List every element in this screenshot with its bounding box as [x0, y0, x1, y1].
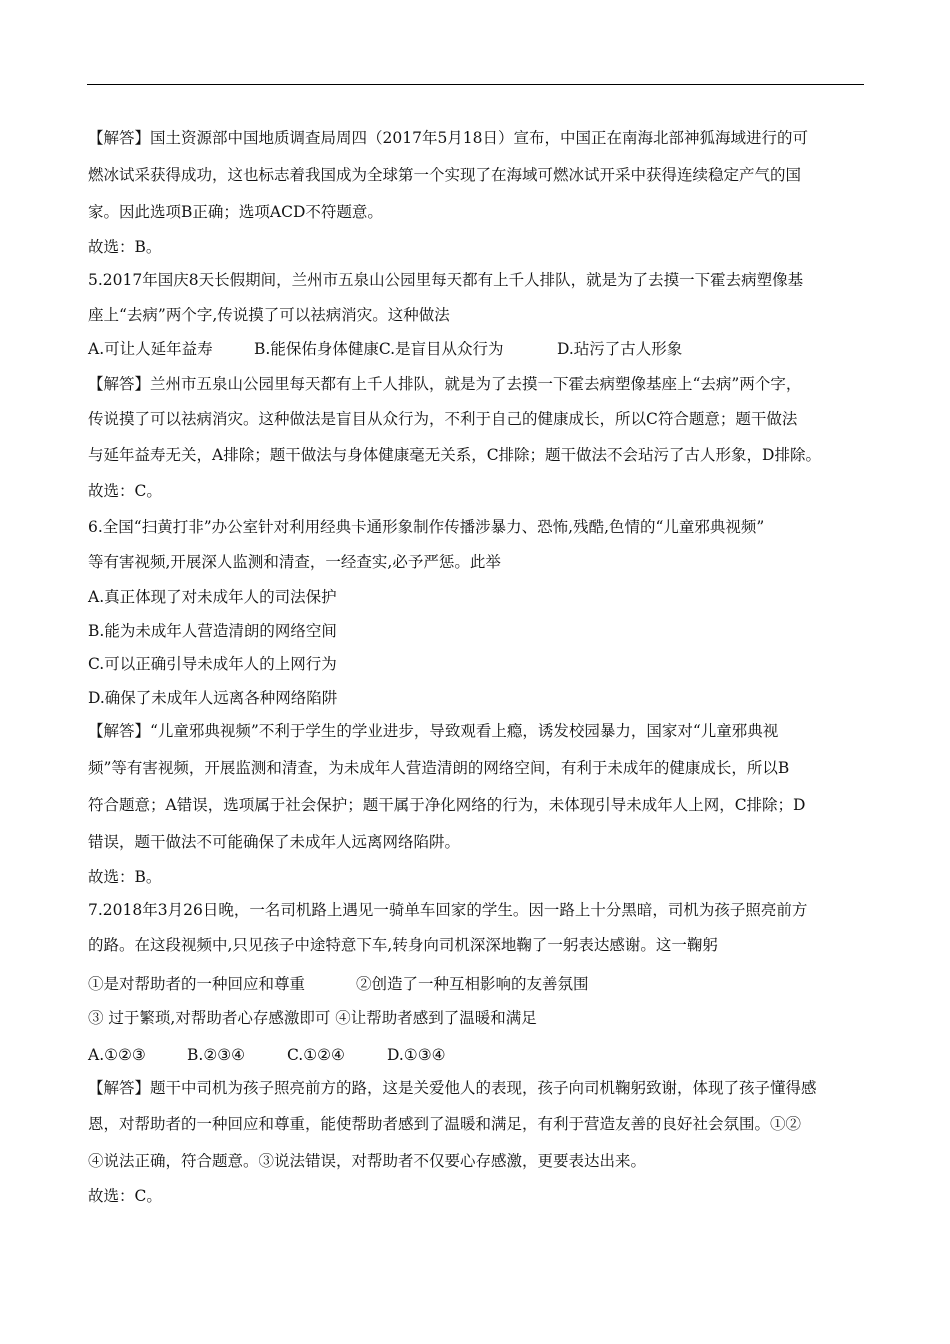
q6-option-a: A.真正体现了对未成年人的司法保护	[88, 588, 337, 606]
q5-answer-line-2: 传说摸了可以祛病消灾。这种做法是盲目从众行为，不利于自己的健康成长，所以C符合题意；题干做法	[88, 410, 798, 428]
q4-answer-line-1: 【解答】国土资源部中国地质调查局周四（2017年5月18日）宣布，中国正在南海北部神狐海域进行的可	[88, 129, 809, 147]
q5-option-a: A.可让人延年益寿	[88, 340, 213, 358]
q6-stem-line-2: 等有害视频,开展深人监测和清查，一经查实,必予严惩。此举	[88, 553, 501, 571]
q6-option-d: D.确保了未成年人远离各种网络陷阱	[88, 689, 338, 707]
q7-stem-line-2: 的路。在这段视频中,只见孩子中途特意下车,转身向司机深深地鞠了一躬表达感谢。这一鞠躬	[88, 936, 718, 954]
q7-stem-line-1: 7.2018年3月26日晚，一名司机路上遇见一骑单车回家的学生。因一路上十分黑暗，司机为孩子照亮前方	[88, 901, 808, 919]
q5-stem-line-1: 5.2017年国庆8天长假期间，兰州市五泉山公园里每天都有上千人排队，就是为了去摸一下霍去病塑像基	[88, 271, 804, 289]
q7-statement-1: ①是对帮助者的一种回应和尊重	[88, 975, 306, 993]
q5-answer-line-3: 与延年益寿无关，A排除；题干做法与身体健康毫无关系，C排除；题干做法不会玷污了古人形象，D排除。	[88, 446, 821, 464]
q7-answer-line-3: ④说法正确，符合题意。③说法错误，对帮助者不仅要心存感激，更要表达出来。	[88, 1152, 647, 1170]
q7-option-d: D.①③④	[387, 1046, 446, 1064]
q7-option-b: B.②③④	[187, 1046, 246, 1064]
q7-statement-2: ②创造了一种互相影响的友善氛围	[356, 975, 589, 993]
q5-stem-line-2: 座上“去病”两个字,传说摸了可以祛病消灾。这种做法	[88, 306, 450, 324]
q6-answer-line-1: 【解答】“儿童邪典视频”不利于学生的学业进步，导致观看上瘾，诱发校园暴力，国家对“儿童邪典视	[88, 722, 779, 740]
q7-option-c: C.①②④	[287, 1046, 345, 1064]
q7-answer-line-2: 恩，对帮助者的一种回应和尊重，能使帮助者感到了温暖和满足，有利于营造友善的良好社会氛围。①②	[88, 1115, 802, 1133]
q4-answer-line-3: 家。因此选项B正确；选项ACD不符题意。	[88, 203, 383, 221]
q6-option-b: B.能为未成年人营造清朗的网络空间	[88, 622, 337, 640]
q6-answer-line-4: 错误，题干做法不可能确保了未成年人远离网络陷阱。	[88, 833, 461, 851]
q6-answer-line-2: 频”等有害视频，开展监测和清查，为未成年人营造清朗的网络空间，有利于未成年的健康成长，所以B	[88, 759, 790, 777]
q4-choice: 故选：B。	[88, 238, 162, 256]
q7-statements-row-2: ③ 过于繁琐,对帮助者心存感激即可 ④让帮助者感到了温暖和满足	[88, 1009, 537, 1027]
q5-option-d: D.玷污了古人形象	[557, 340, 683, 358]
q5-answer-line-1: 【解答】兰州市五泉山公园里每天都有上千人排队，就是为了去摸一下霍去病塑像基座上“去病”两个字，	[88, 375, 802, 393]
q5-option-bc: B.能保佑身体健康C.是盲目从众行为	[254, 340, 504, 358]
q6-stem-line-1: 6.全国“扫黄打非”办公室针对利用经典卡通形象制作传播涉暴力、恐怖,残酷,色情的“儿童邪典视频”	[88, 518, 765, 536]
q7-option-a: A.①②③	[88, 1046, 146, 1064]
q6-choice: 故选：B。	[88, 868, 162, 886]
q7-answer-line-1: 【解答】题干中司机为孩子照亮前方的路，这是关爱他人的表现，孩子向司机鞠躬致谢，体现了孩子懂得感	[88, 1079, 817, 1097]
q4-answer-line-2: 燃冰试采获得成功，这也标志着我国成为全球第一个实现了在海域可燃冰试开采中获得连续稳定产气的国	[88, 166, 802, 184]
q5-choice: 故选：C。	[88, 482, 162, 500]
q6-answer-line-3: 符合题意；A错误，选项属于社会保护；题干属于净化网络的行为，未体现引导未成年人上网，C排除；D	[88, 796, 806, 814]
q7-choice: 故选：C。	[88, 1187, 162, 1205]
header-rule	[87, 84, 864, 85]
q6-option-c: C.可以正确引导未成年人的上网行为	[88, 655, 337, 673]
